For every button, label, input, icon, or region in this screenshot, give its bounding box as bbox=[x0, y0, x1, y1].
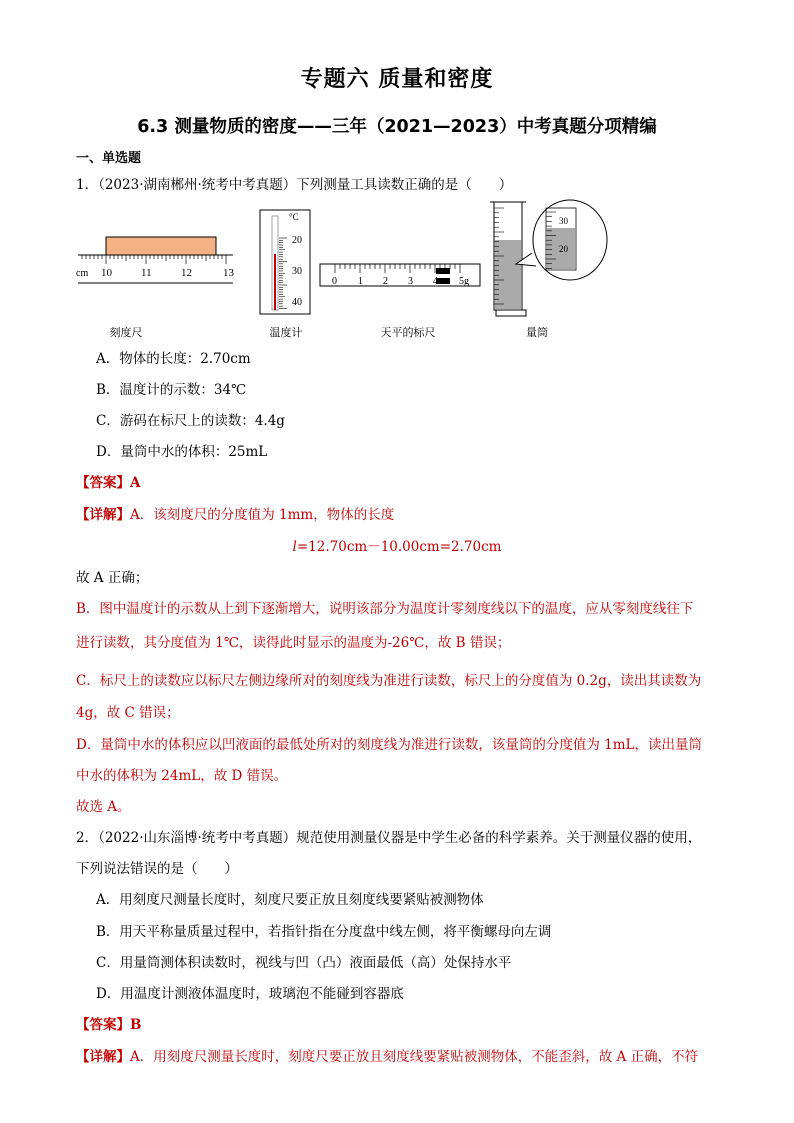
q1-option-a: A．物体的长度：2.70cm bbox=[96, 351, 251, 367]
cylinder-water bbox=[495, 240, 521, 309]
q2-stem-2: 下列说法错误的是（ ） bbox=[76, 861, 238, 877]
q1-explain-b-2: 进行读数，其分度值为 1℃，读得此时显示的温度为-26℃，故 B 错误； bbox=[76, 635, 511, 651]
ruler-tick-label: 11 bbox=[141, 267, 152, 279]
q2-option-d: D．用温度计测液体温度时，玻璃泡不能碰到容器底 bbox=[96, 986, 404, 1002]
balance-tick-label: 4 bbox=[433, 276, 438, 287]
q1-option-d: D．量筒中水的体积：25mL bbox=[96, 444, 268, 460]
q1-explain-c-1: C．标尺上的读数应以标尺左侧边缘所对的刻度线为准进行读数，标尺上的分度值为 0.2g，读出其读数为 bbox=[76, 673, 702, 689]
balance-tick-label: 3 bbox=[408, 276, 413, 287]
balance-tick-label: 1 bbox=[358, 276, 363, 287]
balance-tick-label: 2 bbox=[383, 276, 388, 287]
q1-figure bbox=[70, 198, 610, 346]
q1-explain-d-2: 中水的体积为 24mL，故 D 错误。 bbox=[76, 768, 288, 784]
q1-explain-d-1: D．量筒中水的体积应以凹液面的最低处所对的刻度线为准进行读数，该量筒的分度值为 1mL，读出量筒 bbox=[76, 737, 702, 753]
balance-tick-label: 5g bbox=[459, 276, 469, 287]
ruler-tick-label: 10 bbox=[101, 267, 112, 279]
q2-answer: 【答案】B bbox=[76, 1017, 142, 1033]
q2-option-c: C．用量筒测体积读数时，视线与凹（凸）液面最低（高）处保持水平 bbox=[96, 955, 512, 971]
thermo-unit: °C bbox=[289, 212, 299, 222]
caption-cylinder: 量筒 bbox=[526, 327, 548, 339]
ruler-tick-label: 13 bbox=[223, 267, 234, 279]
cylinder-tick-label: 20 bbox=[559, 244, 568, 254]
balance-tick-label: 0 bbox=[332, 276, 337, 287]
q1-a-correct: 故 A 正确； bbox=[76, 570, 149, 586]
caption-thermometer: 温度计 bbox=[269, 327, 303, 339]
page-title: 专题六 质量和密度 bbox=[300, 67, 494, 92]
q2-option-a: A．用刻度尺测量长度时，刻度尺要正放且刻度线要紧贴被测物体 bbox=[96, 892, 484, 908]
q1-explain-c-2: 4g，故 C 错误； bbox=[76, 705, 180, 721]
balance-ruler-figure bbox=[320, 264, 480, 287]
explain-label: 【详解】 bbox=[76, 507, 130, 523]
ruler-tick-label: 12 bbox=[181, 267, 192, 279]
thermometer-figure bbox=[260, 210, 310, 314]
q1-stem: 1．（2023·湖南郴州·统考中考真题）下列测量工具读数正确的是（ ） bbox=[76, 177, 513, 193]
explain-label: 【详解】 bbox=[76, 1049, 130, 1065]
mercury-column bbox=[274, 254, 276, 310]
caption-ruler: 刻度尺 bbox=[109, 327, 143, 339]
q1-option-c: C．游码在标尺上的读数：4.4g bbox=[96, 413, 285, 429]
page-subtitle: 6.3 测量物质的密度——三年（2021—2023）中考真题分项精编 bbox=[137, 117, 657, 137]
ruler-unit: cm bbox=[76, 268, 89, 279]
cylinder-tick-label: 30 bbox=[559, 216, 568, 226]
q2-stem-1: 2．（2022·山东淄博·统考中考真题）规范使用测量仪器是中学生必备的科学素养。关于测量仪器的使用， bbox=[76, 830, 702, 846]
section-heading: 一、单选题 bbox=[76, 151, 142, 166]
thermo-tick-label: 20 bbox=[292, 235, 302, 246]
q2-option-b: B．用天平称量质量过程中，若指针指在分度盘中线左侧，将平衡螺母向左调 bbox=[96, 924, 552, 940]
q1-option-b: B．温度计的示数：34℃ bbox=[96, 382, 247, 398]
q1-explain-a: 【详解】A．该刻度尺的分度值为 1mm，物体的长度 bbox=[76, 507, 395, 523]
rider-top bbox=[436, 268, 450, 274]
q1-answer: 【答案】A bbox=[76, 475, 141, 491]
caption-balance: 天平的标尺 bbox=[380, 327, 436, 339]
thermo-tick-label: 40 bbox=[292, 297, 302, 308]
cylinder-figure bbox=[490, 200, 607, 316]
ruler-figure bbox=[76, 237, 235, 283]
q2-explain-a: 【详解】A．用刻度尺测量长度时，刻度尺要正放且刻度线要紧贴被测物体，不能歪斜，故 A 正确，不符 bbox=[76, 1049, 699, 1065]
q1-choose: 故选 A。 bbox=[76, 799, 131, 815]
rider-bottom bbox=[436, 278, 450, 284]
q1-formula: l=12.70cm－10.00cm=2.70cm bbox=[292, 539, 502, 555]
ruler-object bbox=[106, 237, 216, 255]
thermo-tick-label: 30 bbox=[292, 266, 302, 277]
q1-explain-b-1: B．图中温度计的示数从上到下逐渐增大，说明该部分为温度计零刻度线以下的温度，应从零刻度线往下 bbox=[76, 601, 694, 617]
